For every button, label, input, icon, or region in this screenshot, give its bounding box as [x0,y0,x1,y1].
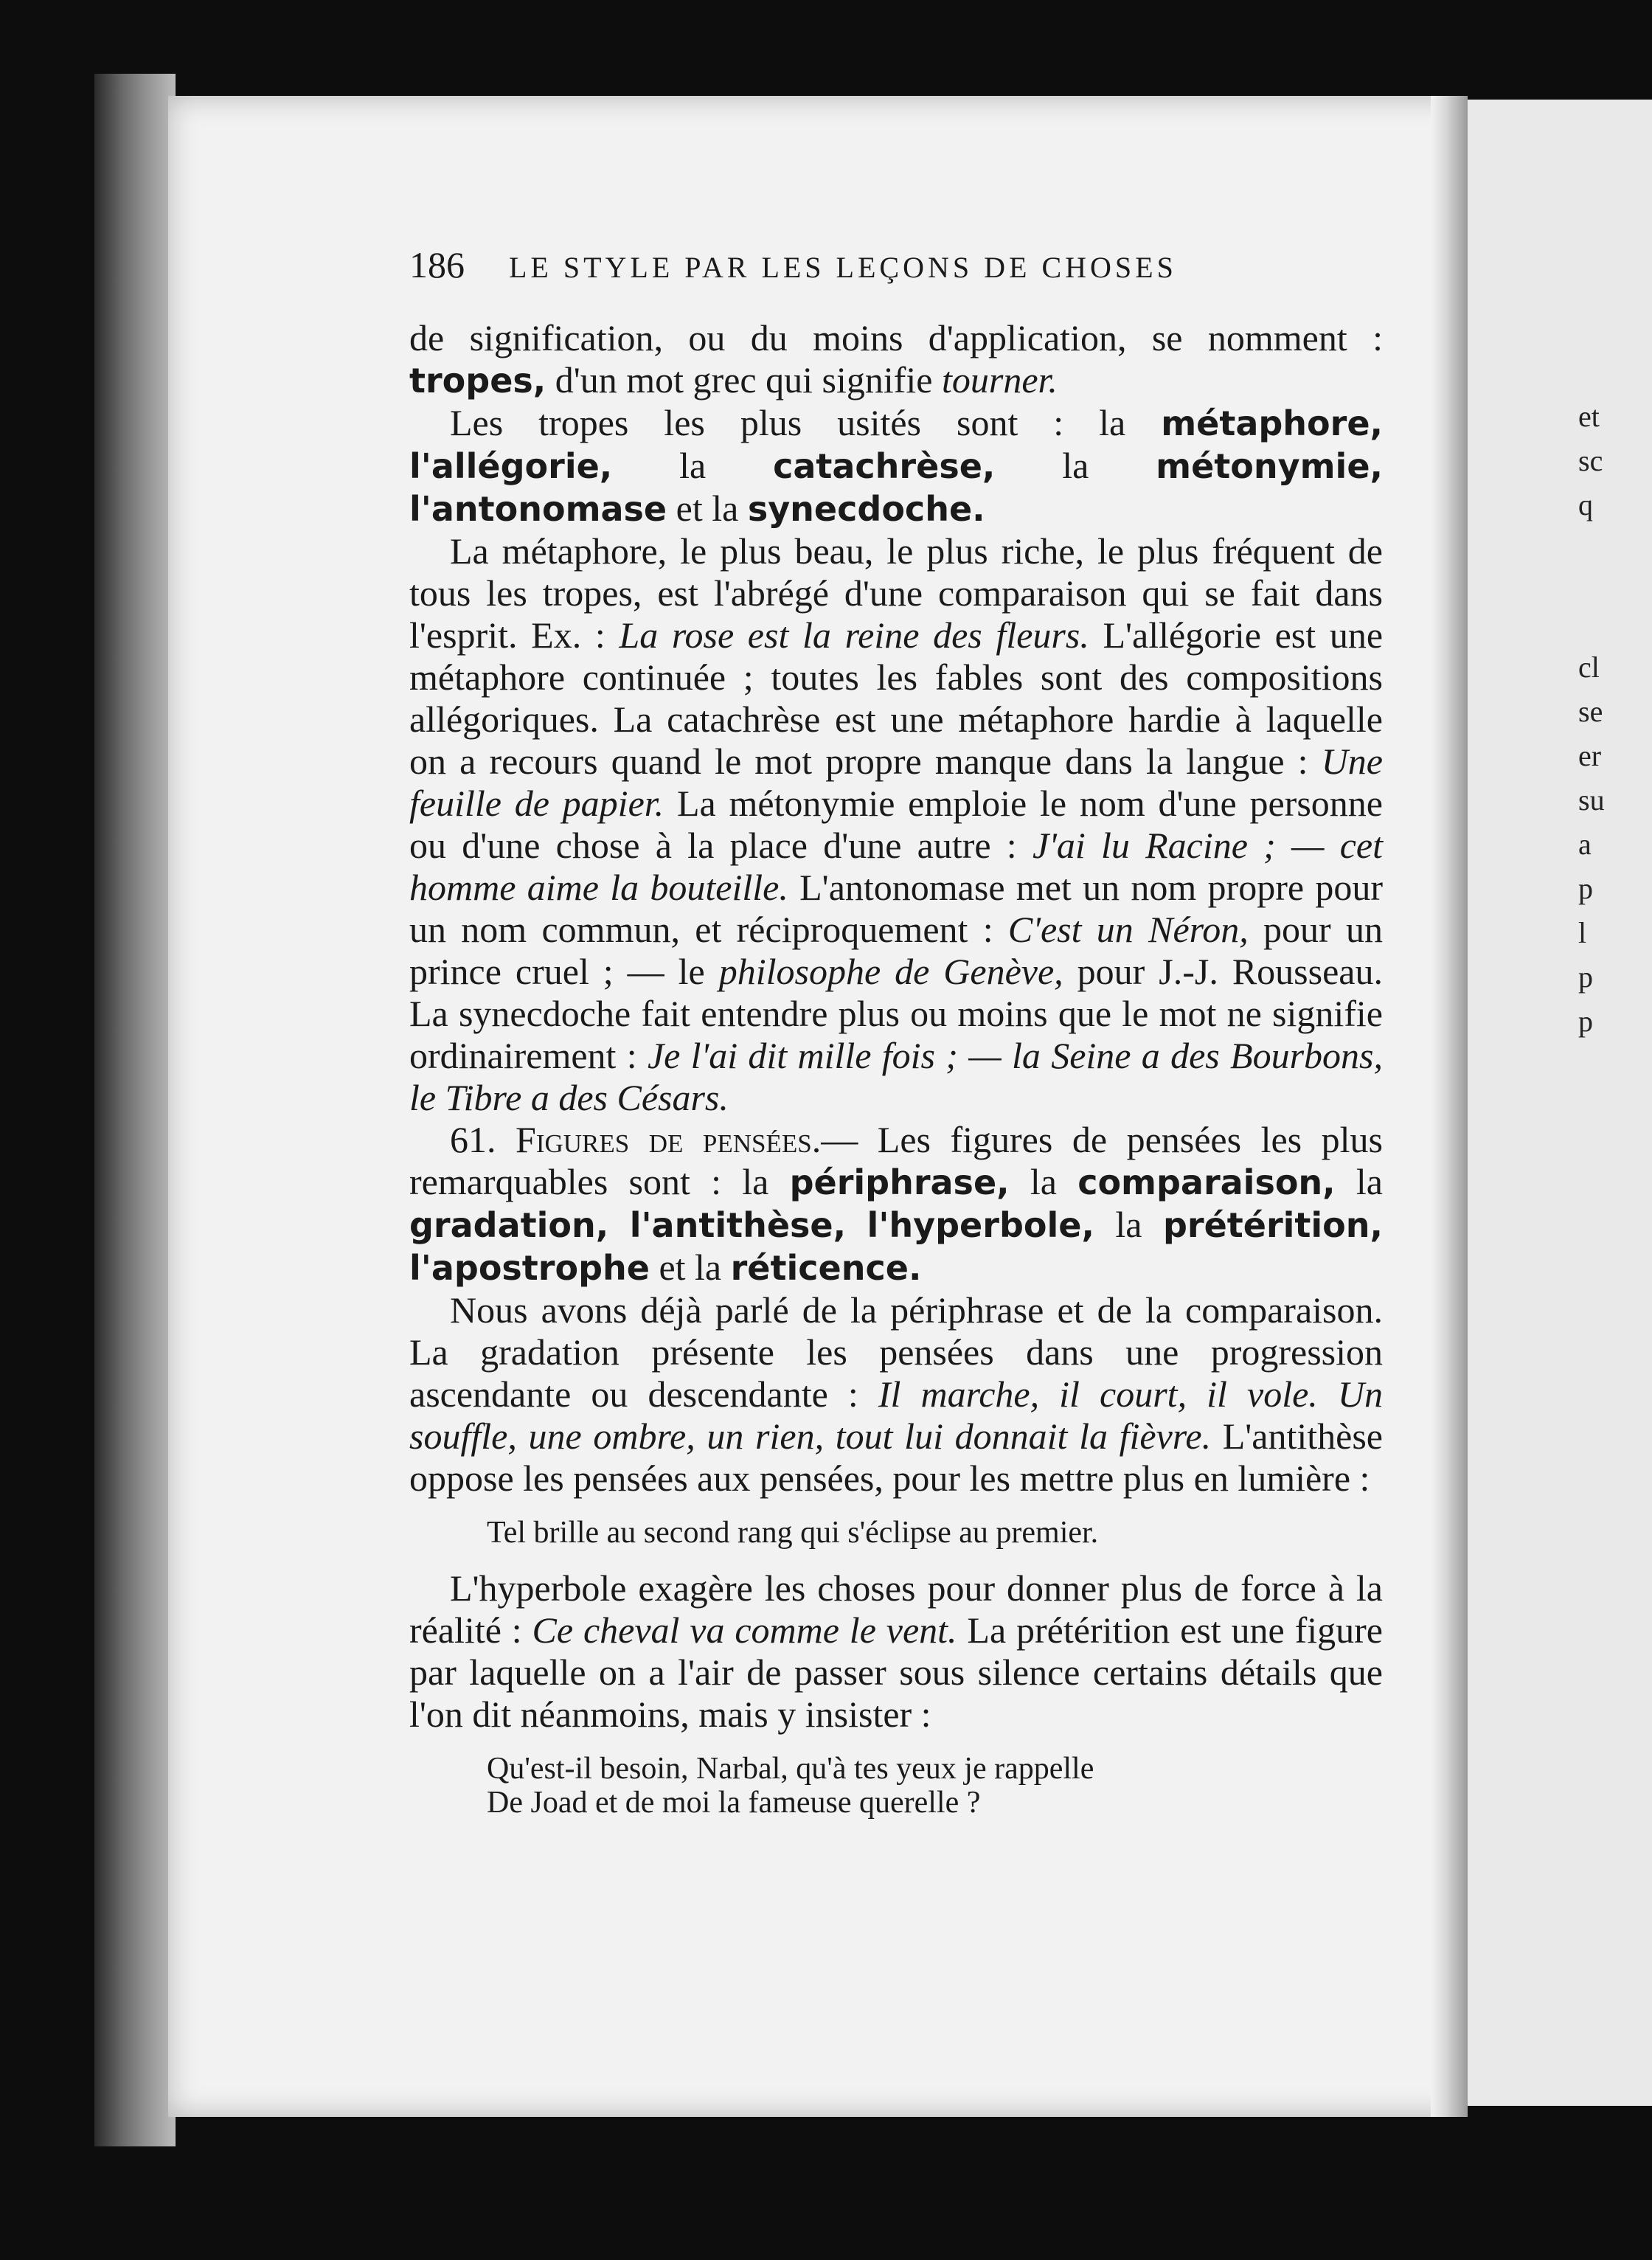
facing-page-fragment: et [1578,400,1600,433]
facing-page-fragment: l [1578,916,1587,949]
page-number: 186 [409,244,465,285]
facing-page-fragment: sc [1578,444,1603,477]
running-title: LE STYLE PAR LES LEÇONS DE CHOSES [509,251,1177,284]
paragraph-figures-de-pensees: 61. Figures de pensées.— Les figures de pensées les plus remarquables sont : la périphrase, la comparaison, la gradation, l'antithèse, l'hyperbole, la prétérition, l'apostrophe et la réticence. [409,1119,1383,1288]
facing-page-edge [1468,100,1652,2106]
facing-page-fragment: cl [1578,651,1600,684]
paragraph-tropes-list: Les tropes les plus usités sont : la métaphore, l'allégorie, la catachrèse, la métonymie, l'antonomase et la synecdoche. [409,402,1383,529]
running-header [409,243,1383,317]
facing-page-fragment: p [1578,1005,1593,1038]
book-edge [94,74,176,2146]
facing-page-fragment: p [1578,872,1593,905]
paragraph-hyperbole-preterition: L'hyperbole exagère les choses pour donner plus de force à la réalité : Ce cheval va comme le vent. La prétérition est une figure par laquelle on a l'air de passer sous silence certains détails que l'on dit néanmoins, mais y insister : [409,1567,1383,1735]
facing-page-fragment: a [1578,828,1592,861]
verse-quote-antithese: Tel brille au second rang qui s'éclipse au premier. [487,1516,1099,1550]
facing-page-fragment: er [1578,739,1602,772]
paragraph-gradation-antithese: Nous avons déjà parlé de la périphrase et de la comparaison. La gradation présente les pensées dans une progression ascendante ou descendante : Il marche, il court, il vole. Un souffle, une ombre, un rien, tout lui donnait la fièvre. L'antithèse oppose les pensées aux pensées, pour les mettre plus en lumière : [409,1289,1383,1499]
paragraph-tropes-definition: de signification, ou du moins d'application, se nomment : tropes, d'un mot grec qui signifie tourner. [409,317,1383,401]
verse-quote-preterition: Qu'est-il besoin, Narbal, qu'à tes yeux je rappelle De Joad et de moi la fameuse querelle ? [487,1752,1094,1820]
section-title: Figures de pensées. [516,1119,822,1160]
paragraph-tropes-explained: La métaphore, le plus beau, le plus riche, le plus fréquent de tous les tropes, est l'abrégé d'une comparaison qui se fait dans l'esprit. Ex. : La rose est la reine des fleurs. L'allégorie est une métaphore continuée ; toutes les fables sont des compositions allégoriques. La catachrèse est une métaphore hardie à laquelle on a recours quand le mot propre manque dans la langue : Une feuille de papier. La métonymie emploie le nom d'une personne ou d'une chose à la place d'une autre : J'ai lu Racine ; — cet homme aime la bouteille. L'antonomase met un nom propre pour un nom commun, et réciproquement : C'est un Néron, pour un prince cruel ; — le philosophe de Genève, pour J.-J. Rousseau. La synecdoche fait entendre plus ou moins que le mot ne signifie ordinairement : Je l'ai dit mille fois ; — la Seine a des Bourbons, le Tibre a des Césars. [409,530,1384,1118]
facing-page-fragment: q [1578,488,1593,521]
facing-page-fragment: p [1578,960,1593,994]
page-gutter [1431,96,1468,2117]
page-text [409,243,1383,1837]
facing-page-fragment: se [1578,695,1603,728]
facing-page-fragment: su [1578,783,1605,817]
